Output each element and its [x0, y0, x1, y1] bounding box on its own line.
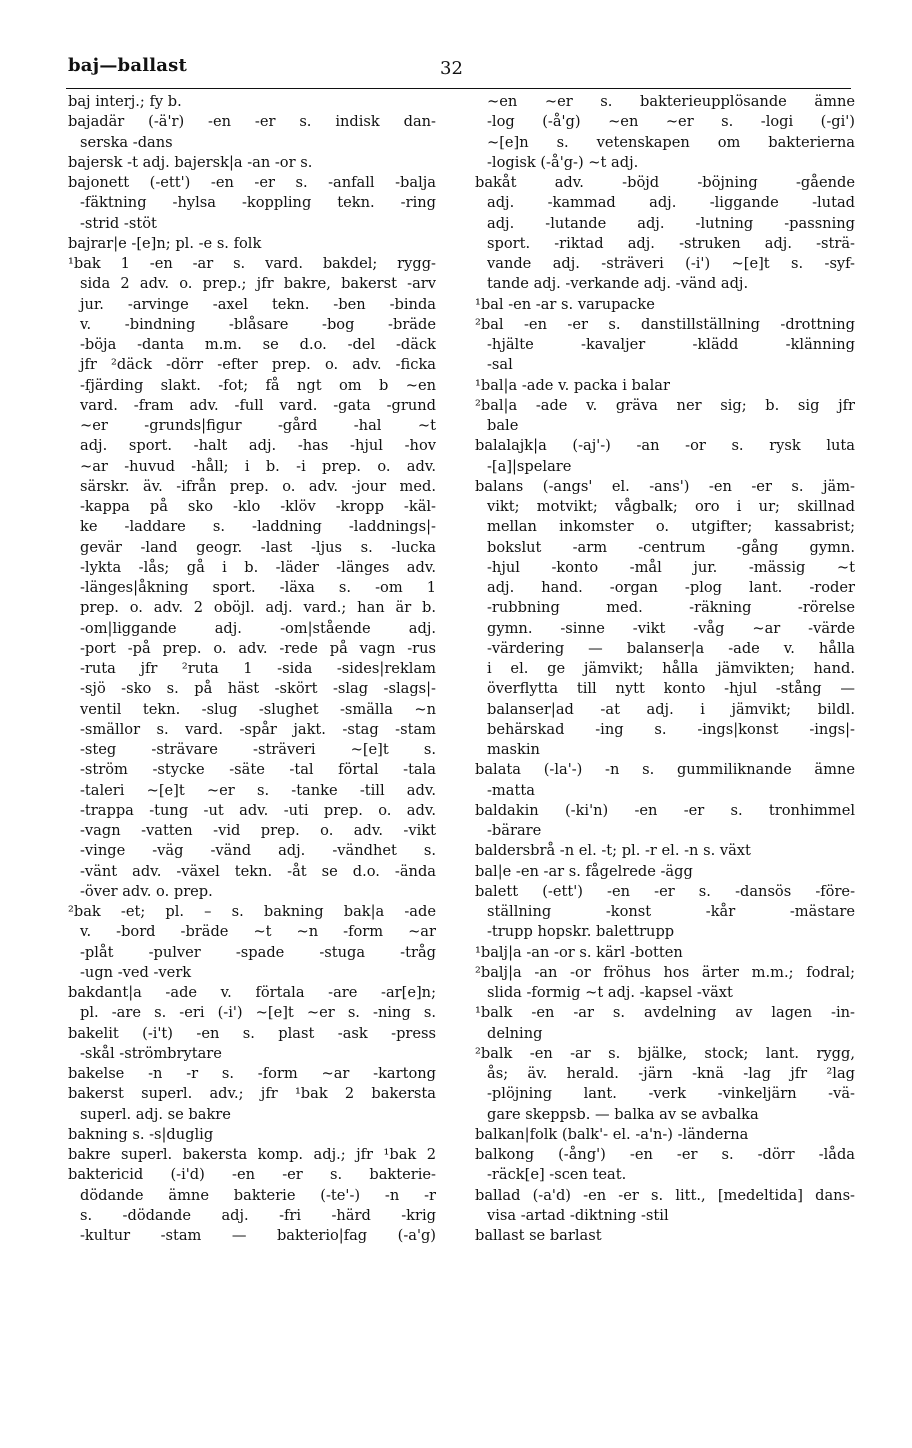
dictionary-line: ställning -konst -kår -mästare — [487, 903, 855, 920]
dictionary-line: prep. o. adv. 2 oböjl. adj. vard.; han är b. — [80, 599, 436, 617]
dictionary-line: -fjärding slakt. -fot; få ngt om b ~en — [80, 376, 436, 394]
dictionary-line: visa -artad -diktning -stil — [487, 1206, 669, 1224]
dictionary-line: balata (-la'-) -n s. gummiliknande ämne — [475, 761, 855, 779]
dictionary-line: dödande ämne bakterie (-te'-) -n -r — [80, 1186, 436, 1204]
dictionary-line: v. -bindning -blåsare -bog -bräde — [80, 315, 436, 333]
right-column — [475, 92, 855, 1246]
dictionary-line: -ugn -ved -verk — [80, 963, 192, 981]
dictionary-line: -steg -strävare -sträveri ~[e]t s. — [80, 741, 436, 758]
dictionary-line: ~[e]n s. vetenskapen om bakterierna — [487, 133, 855, 151]
dictionary-line: ballad (-a'd) -en -er s. litt., [medeltida] dans- — [475, 1186, 855, 1204]
dictionary-line: -räck[e] -scen teat. — [487, 1166, 627, 1184]
dictionary-line: -bärare — [487, 822, 542, 839]
dictionary-line: adj. sport. -halt adj. -has -hjul -hov — [80, 437, 436, 455]
dictionary-line: -kappa på sko -klo -klöv -kropp -käl- — [80, 498, 436, 515]
dictionary-line: överflytta till nytt konto -hjul -stång — — [487, 680, 855, 698]
dictionary-line: bajonett (-ett') -en -er s. -anfall -balja — [68, 174, 436, 191]
dictionary-line: -plöjning lant. -verk -vinkeljärn -vä- — [487, 1085, 855, 1103]
dictionary-line: bakelse -n -r s. -form ~ar -kartong — [68, 1065, 436, 1082]
dictionary-line: pl. -are s. -eri (-i') ~[e]t ~er s. -ning s. — [80, 1004, 436, 1022]
dictionary-line: ²bak -et; pl. – s. bakning bak|a -ade — [68, 903, 436, 920]
dictionary-line: adj. -lutande adj. -lutning -passning — [487, 214, 855, 232]
dictionary-line: baldersbrå -n el. -t; pl. -r el. -n s. växt — [475, 842, 751, 860]
dictionary-line: sida 2 adv. o. prep.; jfr bakre, bakerst -arv — [80, 275, 436, 293]
dictionary-line: -hjälte -kavaljer -klädd -klänning — [487, 336, 855, 353]
dictionary-line: adj. -kammad adj. -liggande -lutad — [487, 194, 855, 212]
dictionary-line: -strid -stöt — [80, 214, 157, 232]
dictionary-line: s. -dödande adj. -fri -härd -krig — [80, 1206, 436, 1224]
dictionary-line: ~en ~er s. bakterieupplösande ämne — [487, 93, 855, 110]
dictionary-line: bakning s. -s|duglig — [68, 1125, 214, 1143]
dictionary-line: superl. adj. se bakre — [80, 1105, 231, 1123]
dictionary-line: -sal — [487, 356, 513, 374]
dictionary-line: ¹balj|a -an -or s. kärl -botten — [475, 943, 683, 961]
dictionary-line: ~ar -huvud -håll; i b. -i prep. o. adv. — [80, 457, 436, 475]
dictionary-line: balanser|ad -at adj. i jämvikt; bildl. — [487, 700, 855, 718]
dictionary-line: ¹bak 1 -en -ar s. vard. bakdel; rygg- — [68, 255, 436, 272]
dictionary-line: serska -dans — [80, 133, 173, 151]
dictionary-line: -fäktning -hylsa -koppling tekn. -ring — [80, 194, 436, 212]
dictionary-line: sport. -riktad adj. -struken adj. -strä- — [487, 234, 855, 252]
dictionary-line: bajersk -t adj. bajersk|a -an -or s. — [68, 153, 313, 171]
page-number: 32 — [440, 58, 463, 79]
dictionary-line: bakdant|a -ade v. förtala -are -ar[e]n; — [68, 984, 436, 1001]
dictionary-line: balalajk|a (-aj'-) -an -or s. rysk luta — [475, 437, 855, 455]
dictionary-line: adj. hand. -organ -plog lant. -roder — [487, 579, 855, 596]
dictionary-line: ås; äv. herald. -järn -knä -lag jfr ²lag — [487, 1065, 855, 1082]
dictionary-line: ²bal|a -ade v. gräva ner sig; b. sig jfr — [475, 396, 855, 414]
dictionary-line: -om|liggande adj. -om|stående adj. — [80, 619, 436, 637]
dictionary-line: -log (-å'g) ~en ~er s. -logi (-gi') — [487, 113, 855, 131]
dictionary-line: bakelit (-i't) -en s. plast -ask -press — [68, 1024, 436, 1042]
dictionary-line: -värdering — balanser|a -ade v. hålla — [487, 639, 855, 657]
dictionary-line: -kultur -stam — bakterio|fag (-a'g) — [80, 1227, 436, 1244]
dictionary-line: -ruta jfr ²ruta 1 -sida -sides|reklam — [80, 660, 436, 677]
dictionary-line: bal|e -en -ar s. fågelrede -ägg — [475, 862, 693, 880]
dictionary-line: -skål -strömbrytare — [80, 1044, 222, 1062]
dictionary-line: balett (-ett') -en -er s. -dansös -före- — [475, 882, 855, 900]
dictionary-line: -sjö -sko s. på häst -skört -slag -slags|- — [80, 680, 436, 698]
dictionary-line: -[a]|spelare — [487, 457, 572, 475]
left-column — [68, 92, 436, 1246]
dictionary-line: gymn. -sinne -vikt -våg ~ar -värde — [487, 619, 855, 637]
dictionary-line: -matta — [487, 781, 535, 799]
dictionary-line: balkan|folk (balk'- el. -a'n-) -länderna — [475, 1125, 749, 1143]
dictionary-line: mellan inkomster o. utgifter; kassabrist; — [487, 518, 855, 536]
dictionary-line: balkong (-ång') -en -er s. -dörr -låda — [475, 1146, 855, 1163]
dictionary-line: ¹balk -en -ar s. avdelning av lagen -in- — [475, 1004, 855, 1022]
dictionary-line: ke -laddare s. -laddning -laddnings|- — [80, 518, 436, 536]
dictionary-line: -böja -danta m.m. se d.o. -del -däck — [80, 336, 436, 353]
dictionary-line: -länges|åkning sport. -läxa s. -om 1 — [80, 579, 436, 596]
dictionary-line: ballast se barlast — [475, 1227, 602, 1244]
dictionary-line: tande adj. -verkande adj. -vänd adj. — [487, 275, 749, 293]
dictionary-line: i el. ge jämvikt; hålla jämvikten; hand. — [487, 660, 855, 677]
dictionary-line: bakåt adv. -böjd -böjning -gående — [475, 174, 855, 191]
header-rule — [66, 88, 851, 89]
dictionary-line: -vagn -vatten -vid prep. o. adv. -vikt — [80, 822, 436, 839]
dictionary-line: slida -formig ~t adj. -kapsel -växt — [487, 984, 733, 1001]
dictionary-line: behärskad -ing s. -ings|konst -ings|- — [487, 720, 855, 738]
dictionary-line: -smällor s. vard. -spår jakt. -stag -stam — [80, 720, 436, 738]
dictionary-line: maskin — [487, 741, 540, 758]
dictionary-line: bajrar|e -[e]n; pl. -e s. folk — [68, 234, 262, 252]
dictionary-line: gevär -land geogr. -last -ljus s. -lucka — [80, 538, 436, 556]
dictionary-line: baktericid (-i'd) -en -er s. bakterie- — [68, 1166, 436, 1184]
dictionary-line: -port -på prep. o. adv. -rede på vagn -rus — [80, 639, 436, 657]
running-head: baj—ballast — [68, 55, 187, 76]
dictionary-line: -hjul -konto -mål jur. -mässig ~t — [487, 558, 855, 576]
dictionary-line: -logisk (-å'g-) ~t adj. — [487, 153, 639, 171]
dictionary-line: vard. -fram adv. -full vard. -gata -grund — [80, 396, 436, 414]
dictionary-line: vande adj. -sträveri (-i') ~[e]t s. -syf- — [487, 255, 855, 272]
dictionary-line: baldakin (-ki'n) -en -er s. tronhimmel — [475, 801, 855, 819]
dictionary-line: -vänt adv. -växel tekn. -åt se d.o. -ända — [80, 862, 436, 880]
dictionary-line: -ström -stycke -säte -tal förtal -tala — [80, 761, 436, 779]
dictionary-line: -rubbning med. -räkning -rörelse — [487, 599, 855, 617]
dictionary-line: bakerst superl. adv.; jfr ¹bak 2 bakersta — [68, 1085, 436, 1103]
dictionary-line: ²balk -en -ar s. bjälke, stock; lant. rygg, — [475, 1044, 855, 1062]
dictionary-line: jfr ²däck -dörr -efter prep. o. adv. -ficka — [80, 356, 436, 374]
dictionary-line: v. -bord -bräde ~t ~n -form ~ar — [80, 923, 436, 941]
dictionary-line: -plåt -pulver -spade -stuga -tråg — [80, 943, 436, 961]
dictionary-line: gare skeppsb. — balka av se avbalka — [487, 1105, 759, 1123]
dictionary-line: baj interj.; fy b. — [68, 93, 182, 110]
dictionary-line: -trupp hopskr. balettrupp — [487, 923, 675, 941]
dictionary-line: ¹bal|a -ade v. packa i balar — [475, 376, 670, 394]
dictionary-line: vikt; motvikt; vågbalk; oro i ur; skillnad — [487, 498, 855, 515]
dictionary-line: balans (-angs' el. -ans') -en -er s. jäm- — [475, 477, 855, 495]
dictionary-line: ²bal -en -er s. danstillställning -drottning — [475, 315, 855, 333]
dictionary-line: ²balj|a -an -or fröhus hos ärter m.m.; fodral; — [475, 963, 855, 981]
dictionary-line: ¹bal -en -ar s. varupacke — [475, 295, 655, 313]
dictionary-line: bale — [487, 417, 519, 434]
dictionary-line: -trappa -tung -ut adv. -uti prep. o. adv. — [80, 801, 436, 819]
dictionary-line: jur. -arvinge -axel tekn. -ben -binda — [80, 295, 436, 313]
dictionary-line: ~er -grunds|figur -gård -hal ~t — [80, 417, 436, 434]
dictionary-line: -taleri ~[e]t ~er s. -tanke -till adv. — [80, 781, 436, 799]
dictionary-line: -vinge -väg -vänd adj. -vändhet s. — [80, 842, 436, 860]
dictionary-line: bajadär (-ä'r) -en -er s. indisk dan- — [68, 113, 436, 131]
dictionary-line: delning — [487, 1024, 543, 1042]
dictionary-line: -över adv. o. prep. — [80, 882, 213, 900]
dictionary-line: bokslut -arm -centrum -gång gymn. — [487, 538, 855, 556]
dictionary-line: -lykta -lås; gå i b. -läder -länges adv. — [80, 558, 436, 576]
dictionary-line: bakre superl. bakersta komp. adj.; jfr ¹bak 2 — [68, 1146, 436, 1163]
dictionary-line: ventil tekn. -slug -slughet -smälla ~n — [80, 700, 436, 718]
dictionary-line: särskr. äv. -ifrån prep. o. adv. -jour med. — [80, 477, 436, 495]
